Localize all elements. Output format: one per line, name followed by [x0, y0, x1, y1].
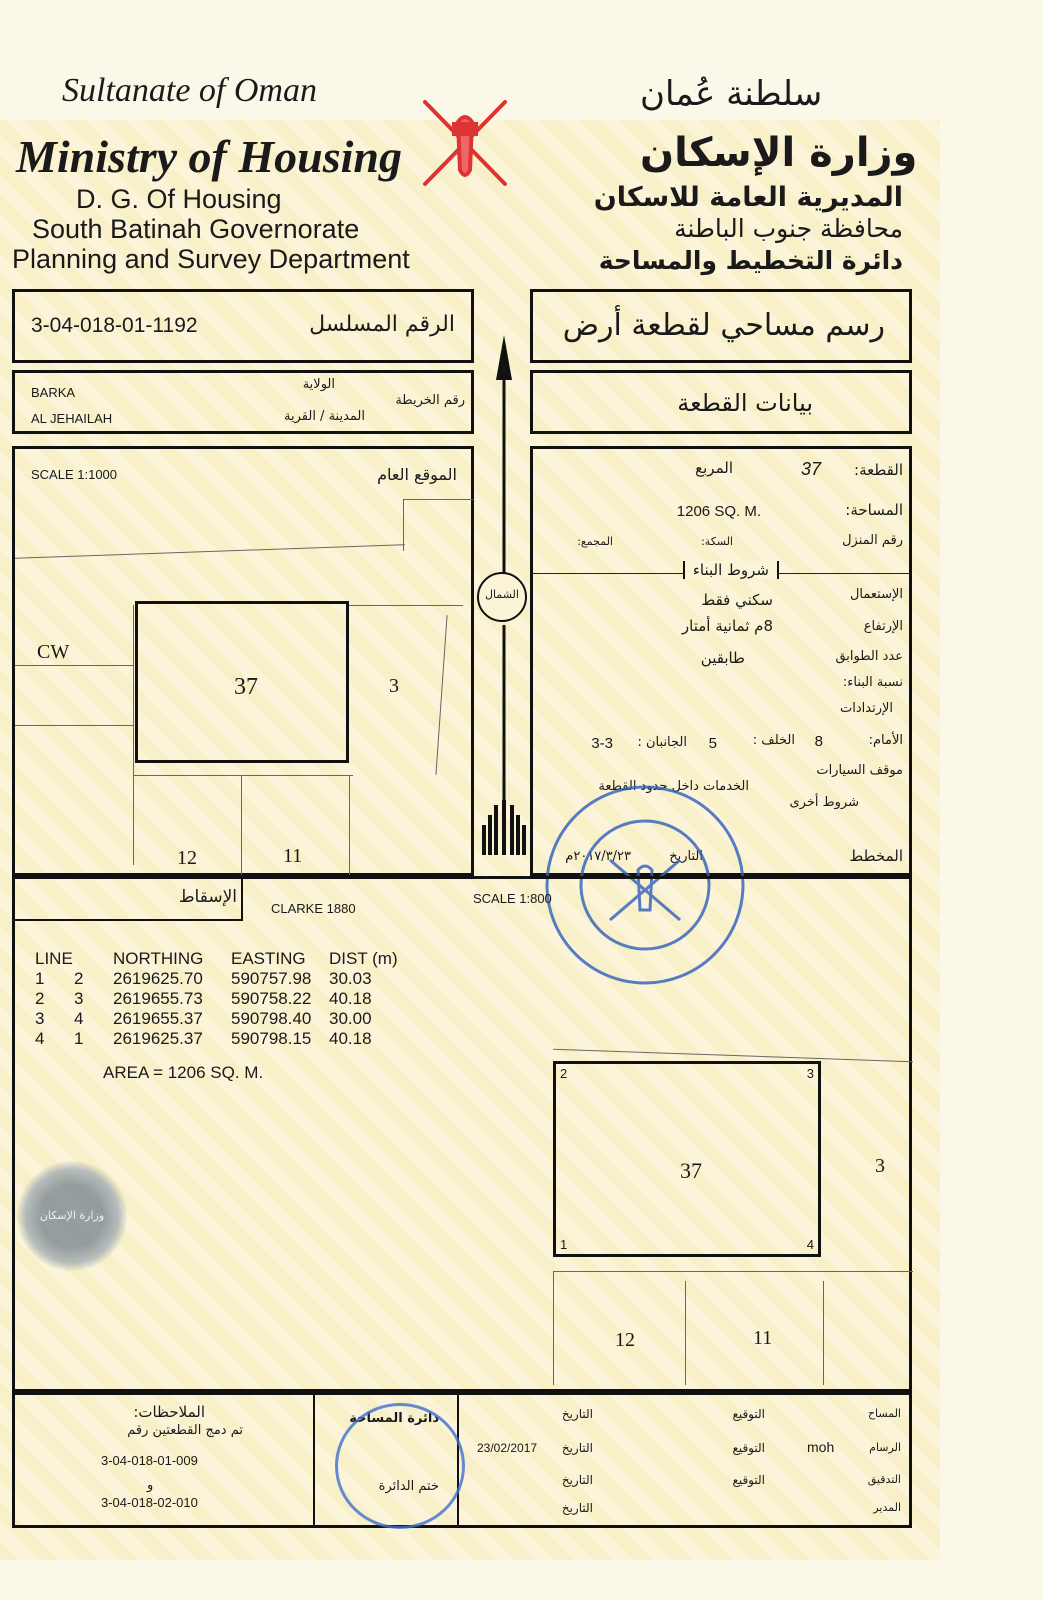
surveyor-label: المساح	[867, 1407, 901, 1420]
street-label: السكة:	[701, 535, 733, 548]
area-value: 1206 SQ. M.	[676, 503, 761, 520]
height-label: الإرتفاع	[863, 619, 903, 634]
plot-value: 37	[800, 459, 821, 479]
oman-emblem-icon	[410, 92, 520, 192]
height-value: 8م ثمانية أمتار	[681, 617, 773, 635]
projection-label: الإسقاط	[178, 887, 237, 907]
detail-east-label: 3	[875, 1155, 885, 1177]
services-label: الخدمات داخل حدود القطعة	[598, 779, 749, 794]
wilayat-value: BARKA	[31, 385, 76, 400]
square-label: المربع	[695, 459, 733, 477]
table-row	[31, 1029, 402, 1049]
area-label: المساحة:	[845, 501, 903, 519]
signature3-label: التوقيع	[732, 1473, 765, 1487]
dg-ar: المديرية العامة للاسكان	[593, 182, 903, 213]
date2-value: 23/02/2017	[477, 1441, 538, 1455]
floors-value: طابقين	[700, 649, 745, 667]
sides-setback-value: 3-3	[591, 735, 613, 752]
sultanate-ar: سلطنة عُمان	[640, 74, 823, 114]
building-ratio-label: نسبة البناء:	[842, 675, 903, 690]
sides-setback-label: الجانبان :	[637, 735, 687, 750]
line-from: 2	[35, 989, 45, 1008]
date2-label: التاريخ	[561, 1441, 593, 1455]
coordinates-header-row	[31, 949, 402, 969]
ministry-seal-text: وزارة الإسكان	[39, 1209, 105, 1222]
header-northing: NORTHING	[113, 949, 204, 968]
site-plot-37	[135, 601, 349, 763]
detail-plot-37	[553, 1061, 821, 1257]
notes-line1: تم دمج القطعتين رقم	[127, 1423, 243, 1438]
document-title: رسم مساحي لقطعة أرض	[562, 308, 885, 343]
signature2-label: التوقيع	[732, 1441, 765, 1455]
distance: 30.03	[329, 969, 372, 988]
distance: 40.18	[329, 989, 372, 1008]
northing: 2619625.70	[113, 969, 203, 988]
draftsman-value: moh	[807, 1439, 835, 1455]
dept-ar: دائرة التخطيط والمساحة	[598, 246, 903, 275]
site-south-right-label: 11	[283, 845, 303, 867]
front-setback-label: الأمام:	[868, 733, 903, 748]
draftsman-label: الرسام	[869, 1441, 901, 1454]
notes-line4: 3-04-018-02-010	[101, 1495, 198, 1510]
survey-dept-label: دائرة المساحة	[349, 1411, 439, 1426]
site-label: الموقع العام	[377, 465, 457, 484]
site-scale: SCALE 1:1000	[31, 467, 118, 482]
sultanate-en: Sultanate of Oman	[62, 72, 317, 109]
ministry-ar: وزارة الإسكان	[640, 130, 918, 176]
easting: 590798.40	[231, 1009, 312, 1028]
town-value: AL JEHAILAH	[31, 411, 113, 426]
town-label: المدينة / القرية	[284, 409, 365, 424]
planner-date-value: ٢٠١٧/٣/٢٣م	[565, 849, 631, 864]
date1-label: التاريخ	[561, 1407, 593, 1421]
checker-label: التدقيق	[867, 1473, 901, 1486]
distance: 30.00	[329, 1009, 372, 1028]
northing: 2619655.37	[113, 1009, 203, 1028]
back-setback-label: الخلف :	[752, 733, 795, 748]
line-to: 3	[74, 989, 84, 1008]
coordinates-table	[31, 949, 402, 1049]
corner-2: 2	[560, 1066, 568, 1081]
dept-en: Planning and Survey Department	[12, 244, 410, 274]
setbacks-label: الإرتدادات	[840, 701, 893, 716]
signature1-label: التوقيع	[732, 1407, 765, 1421]
gov-ar: محافظة جنوب الباطنة	[674, 214, 903, 243]
site-plot-label: 37	[234, 674, 258, 700]
plot-data-title-box	[530, 370, 912, 434]
northing: 2619655.73	[113, 989, 203, 1008]
easting: 590798.15	[231, 1029, 312, 1048]
header-dist: DIST (m)	[329, 949, 398, 968]
wilayat-label: الولاية	[302, 377, 335, 392]
projection-header	[15, 879, 243, 921]
north-label: الشمال	[485, 588, 519, 601]
date4-label: التاريخ	[561, 1501, 593, 1515]
director-label: المدير	[873, 1501, 901, 1514]
other-conditions-label: شروط أخرى	[789, 795, 859, 810]
projection-box	[12, 876, 912, 1392]
location-box	[12, 370, 474, 434]
notes-title: الملاحظات:	[133, 1403, 205, 1421]
dg-en: D. G. Of Housing	[76, 184, 282, 214]
planner-label: المخطط	[849, 847, 903, 865]
projection-scale: SCALE 1:800	[473, 891, 552, 906]
corner-1: 1	[560, 1237, 568, 1252]
use-value: سكني فقط	[701, 591, 773, 609]
easting: 590757.98	[231, 969, 312, 988]
line-from: 4	[35, 1029, 45, 1048]
site-cw-label: CW	[37, 641, 70, 663]
serial-box	[12, 289, 474, 363]
header-line: LINE	[35, 949, 73, 968]
back-setback-value: 5	[708, 735, 717, 752]
house-number-label: رقم المنزل	[842, 533, 903, 548]
site-map-box	[12, 446, 474, 876]
table-row	[31, 1009, 402, 1029]
gov-en: South Batinah Governorate	[32, 214, 360, 244]
ministry-en: Ministry of Housing	[16, 131, 402, 182]
detail-south-left-label: 12	[615, 1329, 635, 1351]
northing: 2619625.37	[113, 1029, 203, 1048]
line-to: 1	[74, 1029, 84, 1048]
ministry-seal-watermark	[17, 1161, 127, 1271]
header-easting: EASTING	[231, 949, 306, 968]
map-number-label: رقم الخريطة	[395, 393, 465, 408]
easting: 590758.22	[231, 989, 312, 1008]
serial-number: 3-04-018-01-1192	[31, 314, 198, 337]
use-label: الإستعمال	[849, 587, 903, 602]
date3-label: التاريخ	[561, 1473, 593, 1487]
corner-4: 4	[806, 1237, 814, 1252]
table-row	[31, 969, 402, 989]
plot-label: القطعة:	[854, 461, 903, 479]
table-row	[31, 989, 402, 1009]
survey-seal-label: ختم الدائرة	[378, 1479, 439, 1494]
line-to: 2	[74, 969, 84, 988]
plot-data-title: بيانات القطعة	[677, 389, 813, 417]
building-conditions-title: شروط البناء	[683, 561, 779, 579]
footer-box	[12, 1392, 912, 1528]
projection-system: CLARKE 1880	[271, 901, 356, 916]
parking-label: موقف السيارات	[816, 763, 903, 778]
site-south-left-label: 12	[177, 847, 197, 869]
area-total: AREA = 1206 SQ. M.	[103, 1063, 264, 1082]
distance: 40.18	[329, 1029, 372, 1048]
detail-plot-label: 37	[680, 1158, 702, 1183]
north-circle	[477, 572, 527, 622]
line-from: 3	[35, 1009, 45, 1028]
corner-3: 3	[806, 1066, 814, 1081]
complex-label: المجمع:	[577, 535, 613, 548]
front-setback-value: 8	[814, 733, 823, 750]
notes-line3: و	[147, 1477, 154, 1492]
site-east-label: 3	[389, 675, 399, 697]
serial-label: الرقم المسلسل	[309, 312, 455, 337]
survey-dept-seal-icon	[335, 1403, 465, 1529]
floors-label: عدد الطوابق	[835, 649, 903, 664]
line-from: 1	[35, 969, 45, 988]
detail-south-right-label: 11	[753, 1327, 773, 1349]
document-title-box	[530, 289, 912, 363]
notes-line2: 3-04-018-01-009	[101, 1453, 198, 1468]
planner-date-label: التاريخ	[669, 849, 703, 864]
line-to: 4	[74, 1009, 84, 1028]
